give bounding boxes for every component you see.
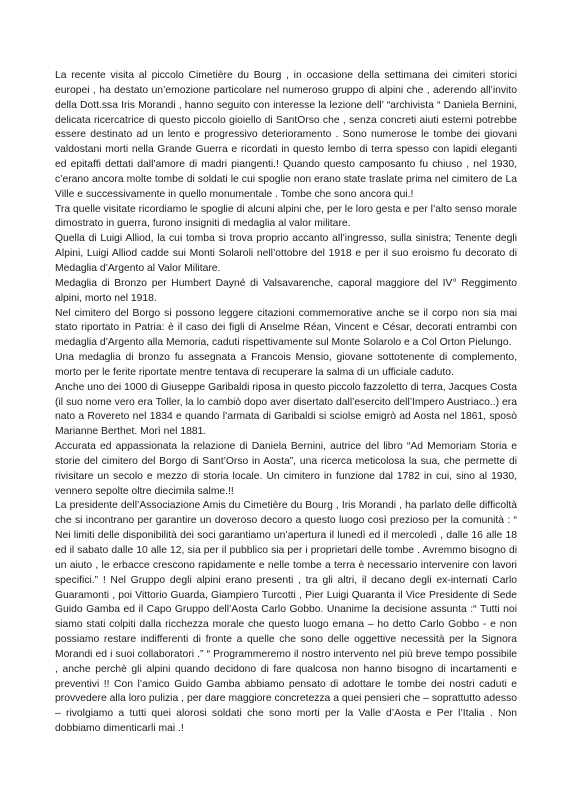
paragraph-daniela-bernini: Accurata ed appassionata la relazione di Daniela Bernini, autrice del libro “Ad Memoriam Storia e storie del cimitero del Borgo di Sant’Orso in Aosta”, una ricerca meticolosa la sua, che permette di rivisitare un secolo e mezzo di storia locale. Un cimitero in funzione dal 1782 in cui, sino al 1930, vennero sepolte oltre diecimila salme.!! xyxy=(55,441,517,497)
paragraph-visited-alpini: Tra quelle visitate ricordiamo le spoglie di alcuni alpini che, per le loro gesta e per l’alto senso morale dimostrato in guerra, furono insigniti di medaglia al valor militare. xyxy=(55,203,517,230)
paragraph-iris-morandi: La presidente dell’Associazione Amis du Cimetière du Bourg , Iris Morandi , ha parlato delle difficoltà che si incontrano per garantire un doveroso decoro a questo luogo così prezioso per la comunità : “ Nei limiti delle disponibilità dei soci garantiamo un’apertura il lunedì ed il mercoledì , dalle 16 alle 18 ed il sabato dalle 10 alle 12, sia per il pubblico sia per i proprietari delle tombe . Avremmo bisogno di un aiuto , le erbacce crescono rapidamente e nelle tombe a terra è necessario intervenire con lavori specifici.” ! Nel Gruppo degli alpini erano presenti , tra gli altri, il decano degli ex-internati Carlo Guaramonti , poi Vittorio Guarda, Giampiero Turcotti , Pier Luigi Quaranta il Vice Presidente di Sede Guido Gamba ed il Capo Gruppo dell’Aosta Carlo Gobbo. Unanime la decisione assunta :“ Tutti noi siamo stati colpiti dalla ricchezza morale che questo luogo emana – ho detto Carlo Gobbo - e non possiamo restare indifferenti di fronte a quelle che sono delle oggettive necessità per la Signora Morandi ed i suoi collaboratori .” “ Programmeremo il nostro intervento nel più breve tempo possibile , anche perchè gli alpini quando decidono di fare qualcosa non hanno bisogno di incartamenti e preventivi !! Con l’amico Guido Gamba abbiamo pensato di adottare le tombe dei nostri caduti e provvedere alla loro pulizia , per dare maggiore concretezza a quei pensieri che – soprattutto adesso – rivolgiamo a tutti quei alorosi soldati che sono morti per la Valle d’Aosta e Per l’Italia . Non dobbiamo dimenticarli mai .! xyxy=(55,500,517,735)
paragraph-commemorative-citations: Nel cimitero del Borgo si possono leggere citazioni commemorative anche se il corpo non sia mai stato riportato in Patria: è il caso dei figli di Anselme Réan, Vincent e César, decorati entrambi con medaglia d’Argento alla Memoria, caduti rispettivamente sul Monte Solarolo e a Col Orton Pielungo. xyxy=(55,307,517,349)
paragraph-jacques-costa: Anche uno dei 1000 di Giuseppe Garibaldi riposa in questo piccolo fazzoletto di terra, Jacques Costa (il suo nome vero era Toller, la lo cambiò dopo aver disertato dall’esercito dell’Impero Austriaco..) era nato a Rovereto nel 1834 e quando l’armata di Garibaldi si sciolse emigrò ad Aosta nel 1861, sposò Marianne Berthet. Morì nel 1881. xyxy=(55,381,517,438)
paragraph-humbert-dayne: Medaglia di Bronzo per Humbert Dayné di Valsavarenche, caporal maggiore del IV° Reggimento alpini, morto nel 1918. xyxy=(55,277,517,304)
paragraph-francois-mensio: Una medaglia di bronzo fu assegnata a Francois Mensio, giovane sottotenente di complemento, morto per le ferite riportate mentre tentava di recuperare la salma di un ufficiale caduto. xyxy=(55,352,517,378)
paragraph-luigi-alliod: Quella di Luigi Alliod, la cui tomba si trova proprio accanto all’ingresso, sulla sinistra; Tenente degli Alpini, Luigi Alliod cadde sui Monti Solaroli nell’ottobre del 1918 e per il suo eroismo fu decorato di Medaglia d’Argento al Valor Militare. xyxy=(55,233,517,274)
article-body xyxy=(55,69,517,737)
paragraph-cemetery-visit: La recente visita al piccolo Cimetière du Bourg , in occasione della settimana dei cimiteri storici europei , ha destato un’emozione particolare nel numeroso gruppo di alpini che , aderendo all’invito della Dott.ssa Iris Morandi , hanno seguito con interesse la lezione dell’ “archivista “ Daniela Bernini, delicata ricercatrice di questo piccolo gioiello di SantOrso che , senza concreti aiuti esterni potrebbe essere destinato ad un lento e progressivo deterioramento . Sono numerose le tombe dei giovani valdostani morti nella Grande Guerra e ricordati in questo lembo di terra spesso con lapidi eleganti ed epitaffi dettati dall’amore di madri piangenti.! Quando questo camposanto fu chiuso , nel 1930, c’erano ancora molte tombe di soldati le cui spoglie non erano state traslate prima nel cimitero de La Ville e successivamente in quello monumentale . Tombe che sono ancora qui.! xyxy=(55,70,517,200)
